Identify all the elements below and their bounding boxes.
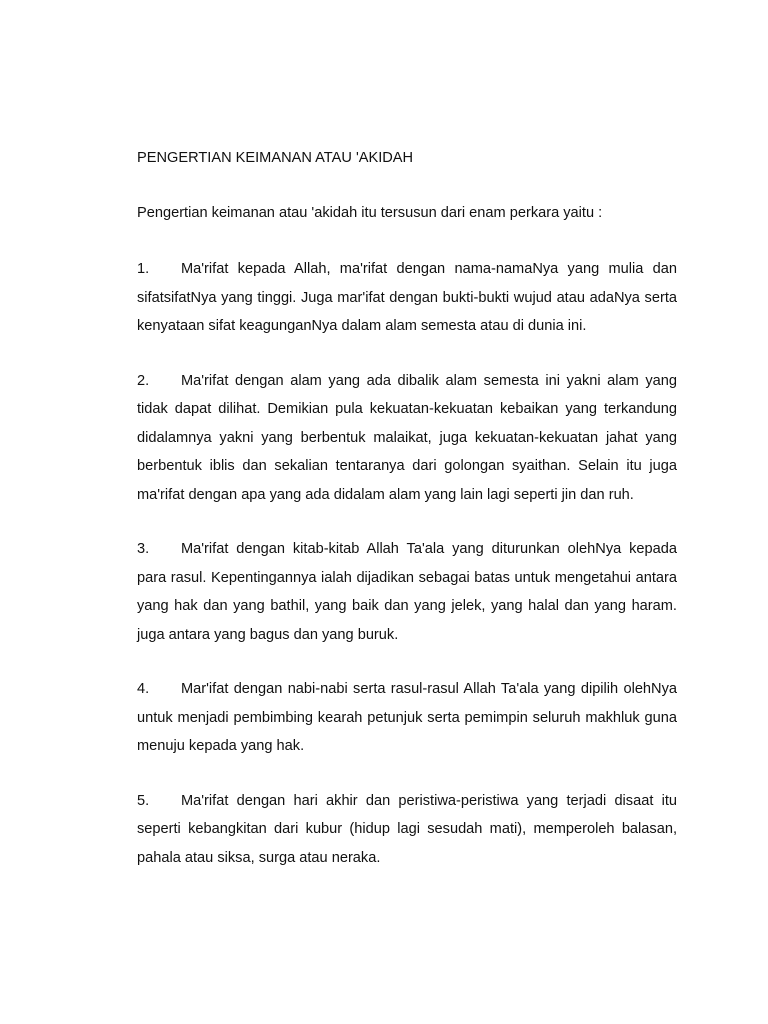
list-item — [137, 787, 677, 873]
list-item-text: Ma'rifat dengan hari akhir dan peristiwa-peristiwa yang terjadi disaat itu seperti kebangkitan dari kubur (hidup lagi sesudah mati), memperoleh balasan, pahala atau siksa, surga atau neraka. — [137, 792, 677, 866]
list-item-number: 2. — [137, 372, 150, 389]
list-item-number: 1. — [137, 261, 150, 277]
list-item — [137, 675, 677, 761]
numbered-list — [137, 255, 677, 872]
list-item — [137, 535, 677, 649]
list-item-text: Ma'rifat dengan kitab-kitab Allah Ta'ala yang diturunkan olehNya kepada para rasul. Kepentingannya ialah dijadikan sebagai batas untuk mengetahui antara yang hak dan yang bathil, yang baik dan yang jelek, yang halal dan yang haram. juga antara yang bagus dan yang buruk. — [137, 541, 677, 643]
list-item-number: 4. — [137, 681, 150, 697]
list-item-text: Mar'ifat dengan nabi-nabi serta rasul-rasul Allah Ta'ala yang dipilih olehNya untuk menjadi pembimbing kearah petunjuk serta pemimpin seluruh makhluk guna menuju kepada yang hak. — [137, 681, 677, 754]
list-item-number: 5. — [137, 792, 150, 809]
list-item-number: 3. — [137, 541, 150, 557]
list-item-text: Ma'rifat dengan alam yang ada dibalik alam semesta ini yakni alam yang tidak dapat dilihat. Demikian pula kekuatan-kekuatan kebaikan yang terkandung didalamnya yakni yang berbentuk malaikat, juga kekuatan-kekuatan jahat yang berbentuk iblis dan sekalian tentaranya dari golongan syaithan. Selain itu juga ma'rifat dengan apa yang ada didalam alam yang lain lagi seperti jin dan ruh. — [137, 372, 677, 503]
document-title: PENGERTIAN KEIMANAN ATAU 'AKIDAH — [137, 150, 414, 166]
list-item — [137, 255, 677, 341]
document-body — [137, 146, 677, 898]
intro-paragraph: Pengertian keimanan atau 'akidah itu tersusun dari enam perkara yaitu : — [137, 205, 603, 221]
list-item-text: Ma'rifat kepada Allah, ma'rifat dengan nama-namaNya yang mulia dan sifatsifatNya yang tinggi. Juga mar'ifat dengan bukti-bukti wujud atau adaNya serta kenyataan sifat keagunganNya dalam alam semesta atau di dunia ini. — [137, 261, 677, 334]
list-item — [137, 367, 677, 510]
